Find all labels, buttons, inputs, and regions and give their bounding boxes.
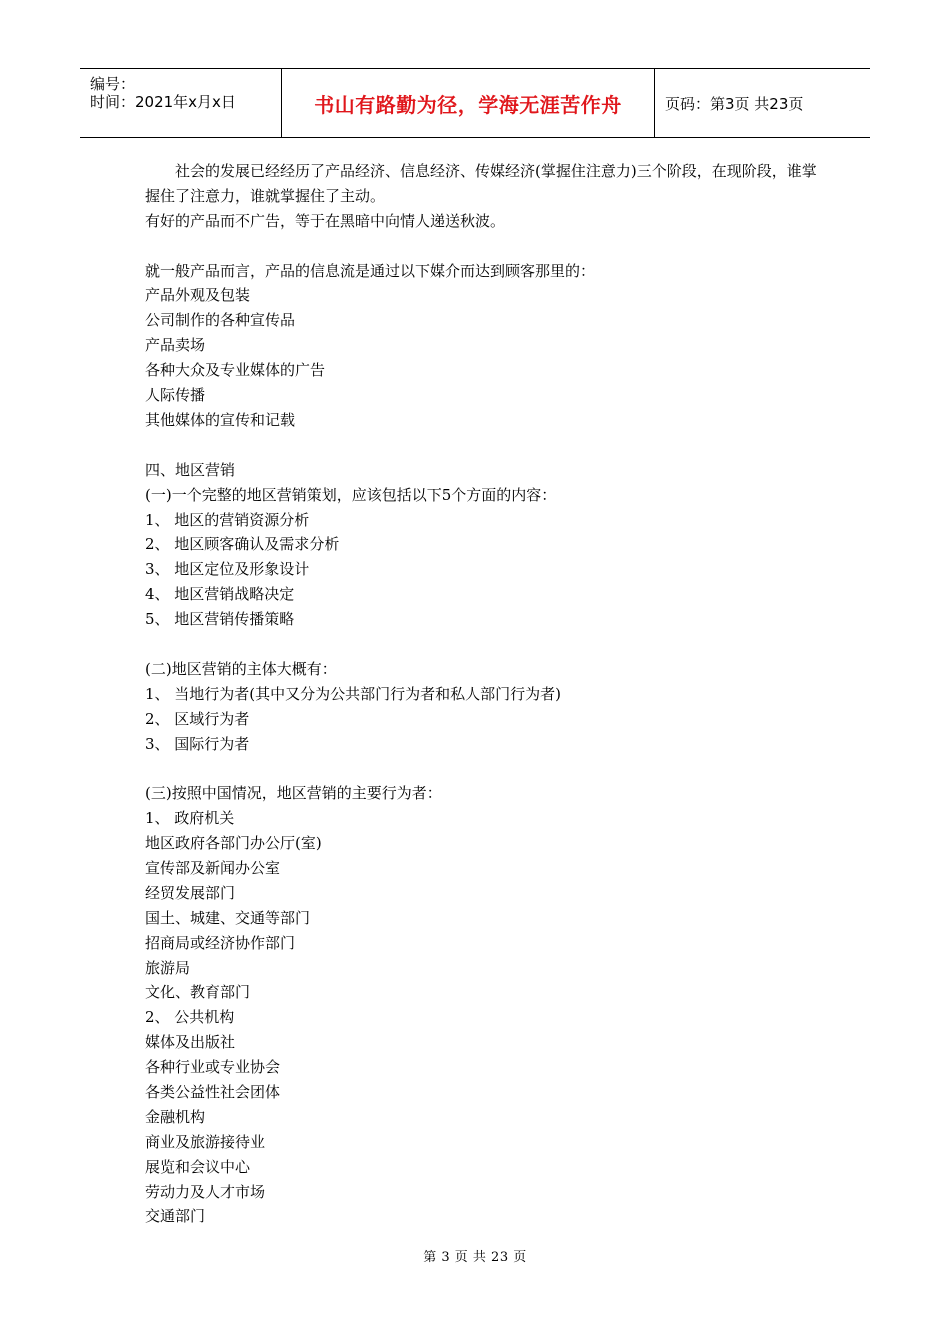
text-line: 商业及旅游接待业 xyxy=(145,1132,266,1151)
document-body xyxy=(145,159,825,1229)
text-line: 经贸发展部门 xyxy=(145,883,236,902)
text-line: 招商局或经济协作部门 xyxy=(145,933,296,952)
blank-line xyxy=(145,632,825,657)
text-line: 1、 当地行为者(其中又分为公共部门行为者和私人部门行为者) xyxy=(145,684,562,703)
text-line: 四、地区营销 xyxy=(145,460,236,479)
text-line: 2、 区域行为者 xyxy=(145,709,250,728)
text-line: 其他媒体的宣传和记载 xyxy=(145,410,296,429)
header-page-info: 页码：第3页 共23页 xyxy=(665,94,804,113)
text-line: 4、 地区营销战略决定 xyxy=(145,585,295,604)
text-line: 媒体及出版社 xyxy=(145,1033,236,1052)
text-line: 1、 地区的营销资源分析 xyxy=(145,510,310,529)
text-line: 宣传部及新闻办公室 xyxy=(145,858,281,877)
text-line: 2、 地区顾客确认及需求分析 xyxy=(145,535,340,554)
text-line: 劳动力及人才市场 xyxy=(145,1182,266,1201)
text-line: 3、 地区定位及形象设计 xyxy=(145,560,310,579)
text-line: 产品卖场 xyxy=(145,336,206,355)
text-line: (一)一个完整的地区营销策划，应该包括以下5个方面的内容： xyxy=(145,485,557,504)
text-line: 文化、教育部门 xyxy=(145,983,251,1002)
document-header xyxy=(80,68,870,138)
text-line: 1、 政府机关 xyxy=(145,809,235,828)
text-line: 展览和会议中心 xyxy=(145,1157,251,1176)
intro-paragraph: 社会的发展已经经历了产品经济、信息经济、传媒经济(掌握住注意力)三个阶段，在现阶段，谁掌握住了注意力，谁就掌握住了主动。 xyxy=(145,162,817,205)
text-line: 产品外观及包装 xyxy=(145,286,251,305)
text-line: 国土、城建、交通等部门 xyxy=(145,908,311,927)
text-line: 旅游局 xyxy=(145,958,191,977)
text-line: 地区政府各部门办公厅(室) xyxy=(145,834,322,853)
text-line: 公司制作的各种宣传品 xyxy=(145,311,296,330)
header-page-cell xyxy=(655,69,870,137)
document-date: 时间：2021年x月x日 xyxy=(90,93,236,111)
page-footer: 第 3 页 共 23 页 xyxy=(423,1250,527,1265)
text-line: 交通部门 xyxy=(145,1207,206,1226)
text-line: 各种大众及专业媒体的广告 xyxy=(145,361,326,380)
document-number-label: 编号： xyxy=(90,75,136,93)
text-line: 各类公益性社会团体 xyxy=(145,1082,281,1101)
text-line: 5、 地区营销传播策略 xyxy=(145,610,295,629)
text-line: (二)地区营销的主体大概有： xyxy=(145,659,337,678)
text-line: (三)按照中国情况，地区营销的主要行为者： xyxy=(145,784,442,803)
body-lines xyxy=(145,209,825,1230)
blank-line xyxy=(145,756,825,781)
text-line: 3、 国际行为者 xyxy=(145,734,250,753)
header-motto: 书山有路勤为径，学海无涯苦作舟 xyxy=(314,92,622,117)
text-line: 就一般产品而言，产品的信息流是通过以下媒介而达到顾客那里的： xyxy=(145,261,596,280)
text-line: 人际传播 xyxy=(145,386,206,405)
header-motto-cell xyxy=(282,69,655,137)
blank-line xyxy=(145,433,825,458)
header-left-cell xyxy=(80,69,282,137)
blank-line xyxy=(145,234,825,259)
text-line: 金融机构 xyxy=(145,1107,206,1126)
text-line: 各种行业或专业协会 xyxy=(145,1058,281,1077)
text-line: 有好的产品而不广告，等于在黑暗中向情人递送秋波。 xyxy=(145,211,506,230)
text-line: 2、 公共机构 xyxy=(145,1008,235,1027)
